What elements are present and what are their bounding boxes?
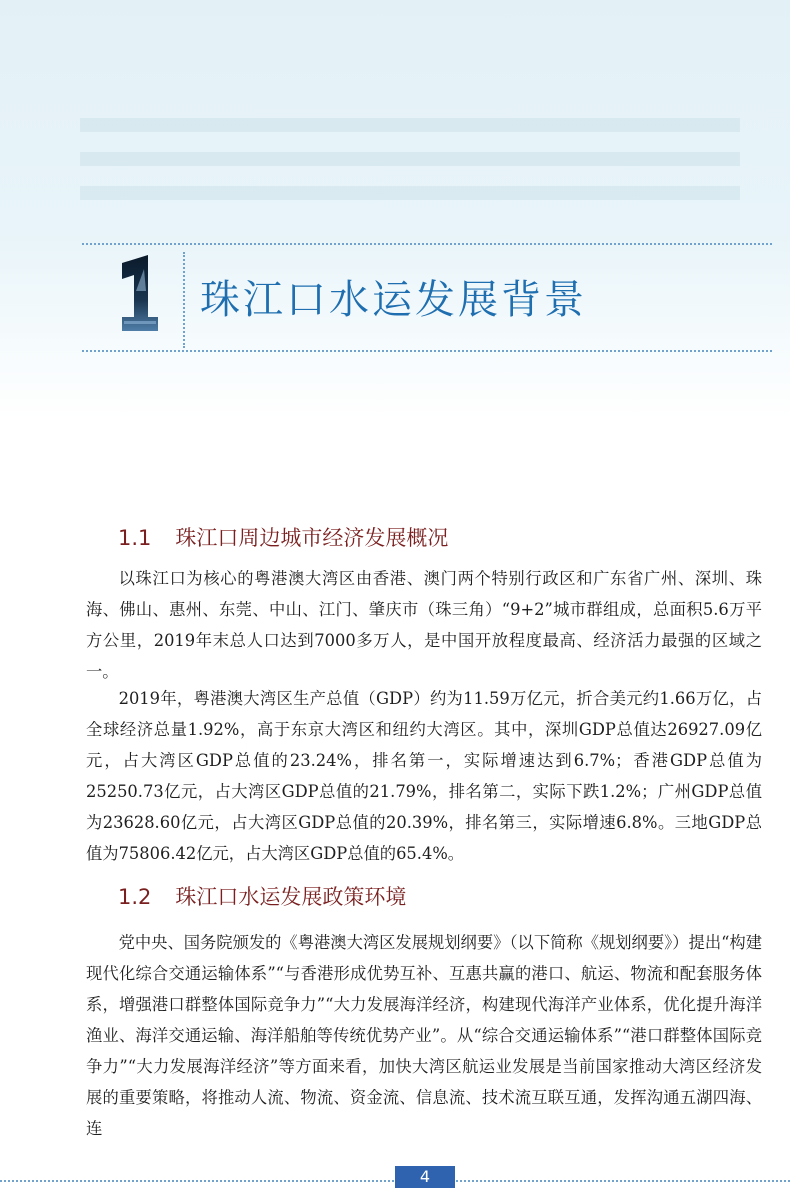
paragraph: 2019年，粤港澳大湾区生产总值（GDP）约为11.59万亿元，折合美元约1.66万亿，占全球经济总量1.92%，高于东京大湾区和纽约大湾区。其中，深圳GDP总值达26927.09亿元，占大湾区GDP总值的23.24%，排名第一，实际增速达到6.7%；香港GDP总值为25250.73亿元，占大湾区GDP总值的21.79%，排名第二，实际下跌1.2%；广州GDP总值为23628.60亿元，占大湾区GDP总值的20.39%，排名第三，实际增速6.8%。三地GDP总值为75806.42亿元，占大湾区GDP总值的65.4%。: [86, 689, 762, 863]
page-number: 4: [395, 1166, 455, 1188]
section-number: 1.2: [118, 885, 152, 909]
paragraph: 以珠江口为核心的粤港澳大湾区由香港、澳门两个特别行政区和广东省广州、深圳、珠海、佛山、惠州、东莞、中山、江门、肇庆市（珠三角）“9+2”城市群组成，总面积5.6万平方公里，2019年末总人口达到7000多万人，是中国开放程度最高、经济活力最强的区域之一。: [86, 569, 762, 681]
chapter-title: 珠江口水运发展背景: [200, 277, 587, 323]
section-heading-1-1: [118, 522, 448, 552]
chapter-top-rule: [82, 243, 772, 245]
section-title: 珠江口周边城市经济发展概况: [175, 526, 449, 550]
chapter-separator: [183, 252, 185, 348]
chapter-number-graphic: [108, 255, 168, 333]
paragraph: 党中央、国务院颁发的《粤港澳大湾区发展规划纲要》（以下简称《规划纲要》）提出“构建现代化综合交通运输体系”“与香港形成优势互补、互惠共赢的港口、航运、物流和配套服务体系，增强港口群整体国际竞争力”“大力发展海洋经济，构建现代海洋产业体系，优化提升海洋渔业、海洋交通运输、海洋船舶等传统优势产业”。从“综合交通运输体系”“港口群整体国际竞争力”“大力发展海洋经济”等方面来看，加快大湾区航运业发展是当前国家推动大湾区经济发展的重要策略，将推动人流、物流、资金流、信息流、技术流互联互通，发挥沟通五湖四海、连: [86, 933, 762, 1138]
section-number: 1.1: [118, 526, 152, 550]
chapter-number-icon: [108, 255, 168, 333]
banner-background-texture: [80, 118, 740, 218]
chapter-bottom-rule: [82, 350, 772, 352]
section-heading-1-2: [118, 881, 406, 911]
section-title: 珠江口水运发展政策环境: [175, 885, 407, 909]
